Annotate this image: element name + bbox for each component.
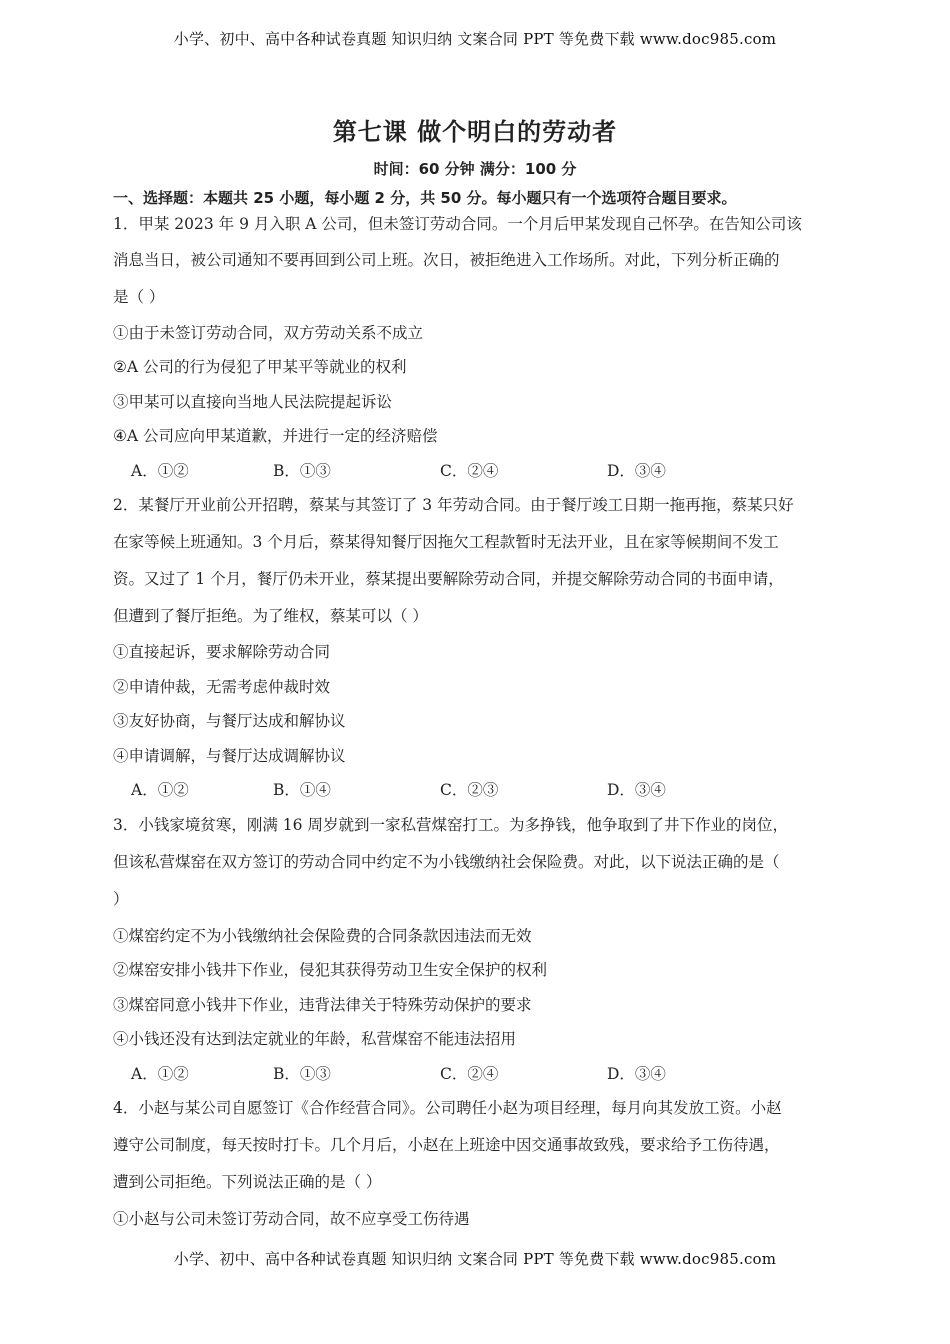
question-1-line: 是（ ） (113, 288, 165, 306)
question-1-line: 消息当日，被公司通知不要再回到公司上班。次日，被拒绝进入工作场所。对此，下列分析正确的 (113, 251, 780, 269)
question-3-options (131, 1064, 831, 1084)
question-2-line: 资。又过了 1 个月，餐厅仍未开业，蔡某提出要解除劳动合同，并提交解除劳动合同的书面申请， (113, 570, 784, 588)
page-header: 小学、初中、高中各种试卷真题 知识归纳 文案合同 PPT 等免费下载 www.doc985.com (173, 30, 777, 48)
question-1-statement: ④A 公司应向甲某道歉，并进行一定的经济赔偿 (113, 427, 438, 445)
option-b[interactable]: B．①③ (273, 462, 331, 480)
question-2-line: 2．某餐厅开业前公开招聘，蔡某与其签订了 3 年劳动合同。由于餐厅竣工日期一拖再拖，蔡某只好 (113, 496, 794, 514)
question-2-line: 在家等候上班通知。3 个月后，蔡某得知餐厅因拖欠工程款暂时无法开业，且在家等候期间不发工 (113, 533, 779, 551)
question-2-statement: ②申请仲裁，无需考虑仲裁时效 (113, 678, 331, 696)
question-2-statement: ④申请调解，与餐厅达成调解协议 (113, 747, 346, 765)
question-1-line: 1．甲某 2023 年 9 月入职 A 公司，但未签订劳动合同。一个月后甲某发现自己怀孕。在告知公司该 (113, 215, 802, 233)
question-1-statement: ①由于未签订劳动合同，双方劳动关系不成立 (113, 324, 424, 342)
page-footer: 小学、初中、高中各种试卷真题 知识归纳 文案合同 PPT 等免费下载 www.doc985.com (173, 1250, 777, 1268)
question-2-line: 但遭到了餐厅拒绝。为了维权，蔡某可以（ ） (113, 607, 428, 625)
question-4-statement: ①小赵与公司未签订劳动合同，故不应享受工伤待遇 (113, 1210, 470, 1228)
option-a[interactable]: A．①② (131, 781, 189, 799)
option-c[interactable]: C．②③ (440, 781, 499, 799)
option-d[interactable]: D．③④ (607, 462, 666, 480)
question-4-line: 遵守公司制度，每天按时打卡。几个月后，小赵在上班途中因交通事故致残，要求给予工伤待遇， (113, 1136, 780, 1154)
question-3-line: 但该私营煤窑在双方签订的劳动合同中约定不为小钱缴纳社会保险费。对此，以下说法正确的是（ (113, 853, 780, 871)
question-2-statement: ③友好协商，与餐厅达成和解协议 (113, 712, 346, 730)
question-3-line: ） (113, 890, 129, 908)
question-4-line: 遭到公司拒绝。下列说法正确的是（ ） (113, 1173, 382, 1191)
question-3-statement: ④小钱还没有达到法定就业的年龄，私营煤窑不能违法招用 (113, 1030, 517, 1048)
option-c[interactable]: C．②④ (440, 462, 499, 480)
option-d[interactable]: D．③④ (607, 781, 666, 799)
option-d[interactable]: D．③④ (607, 1065, 666, 1083)
question-3-statement: ①煤窑约定不为小钱缴纳社会保险费的合同条款因违法而无效 (113, 927, 532, 945)
question-4-line: 4．小赵与某公司自愿签订《合作经营合同》。公司聘任小赵为项目经理，每月向其发放工资。小赵 (113, 1099, 782, 1117)
option-a[interactable]: A．①② (131, 1065, 189, 1083)
option-b[interactable]: B．①③ (273, 1065, 331, 1083)
section-heading: 一、选择题：本题共 25 小题，每小题 2 分，共 50 分。每小题只有一个选项符合题目要求。 (113, 189, 737, 207)
question-3-line: 3．小钱家境贫寒，刚满 16 周岁就到一家私营煤窑打工。为多挣钱，他争取到了井下作业的岗位， (113, 816, 788, 834)
option-a[interactable]: A．①② (131, 462, 189, 480)
exam-info: 时间：60 分钟 满分：100 分 (373, 160, 577, 178)
question-3-statement: ②煤窑安排小钱井下作业，侵犯其获得劳动卫生安全保护的权利 (113, 961, 548, 979)
option-b[interactable]: B．①④ (273, 781, 331, 799)
question-1-statement: ③甲某可以直接向当地人民法院提起诉讼 (113, 393, 393, 411)
question-3-statement: ③煤窑同意小钱井下作业，违背法律关于特殊劳动保护的要求 (113, 996, 532, 1014)
question-1-options (131, 461, 831, 481)
question-1-statement: ②A 公司的行为侵犯了甲某平等就业的权利 (113, 358, 407, 376)
option-c[interactable]: C．②④ (440, 1065, 499, 1083)
question-2-statement: ①直接起诉，要求解除劳动合同 (113, 643, 331, 661)
page-title: 第七课 做个明白的劳动者 (332, 118, 618, 146)
question-2-options (131, 780, 831, 800)
